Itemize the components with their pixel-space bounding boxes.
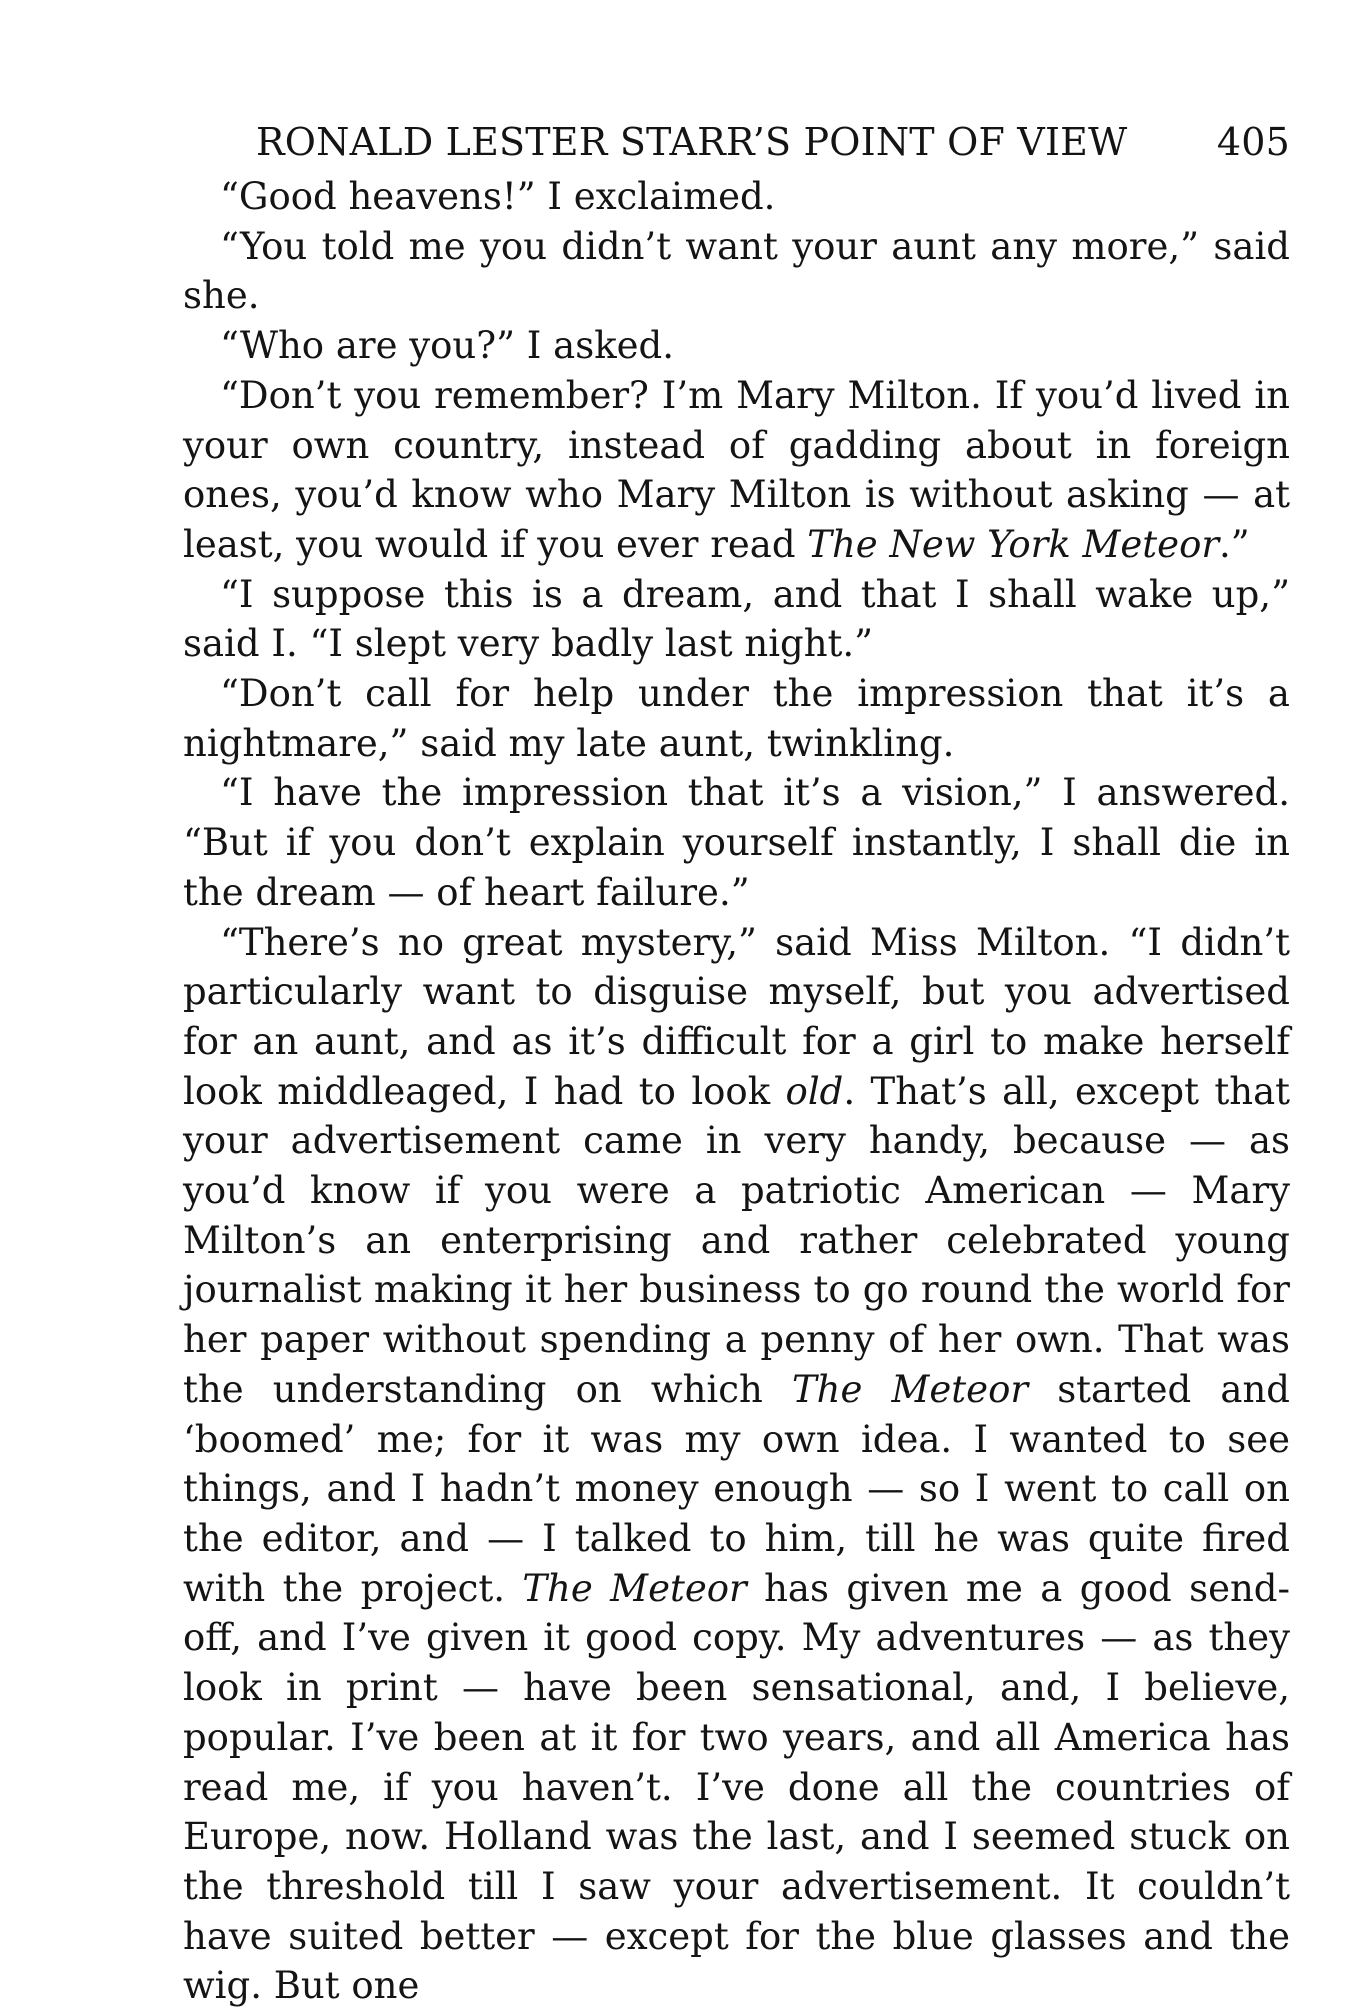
paragraph: “Don’t call for help under the impression that it’s a nightmare,” said my late aunt, twinkling. [183, 672, 1290, 765]
paragraph: “Who are you?” I asked. [220, 324, 674, 368]
paragraph-text: started and ‘boomed’ me; for it was my own idea. I wanted to see things, and I hadn’t money enough — so I went to call on the editor, and — I talked to him, till he was quite fired with the project. [183, 1367, 1290, 1610]
paragraph-text: has given me a good send-off, and I’ve given it good copy. My adventures — as they look in print — have been sensational, and, I believe, popular. I’ve been at it for two years, and all America has read me, if you haven’t. I’ve done all the countries of Europe, now. Holland was the last, and I seemed stuck on the threshold till I saw your advertisement. It couldn’t have suited better — except for the blue glasses and the wig. But one [183, 1566, 1290, 2008]
paragraph-text: “Don’t you remember? I’m Mary Milton. If you’d lived in your own country, instead of gadding about in foreign ones, you’d know who Mary Milton is without asking — at least, you would if you ever read [183, 373, 1290, 566]
running-title: RONALD LESTER STARR’S POINT OF VIEW [256, 120, 1128, 164]
running-head [256, 112, 1290, 172]
paragraph: “I suppose this is a dream, and that I shall wake up,” said I. “I slept very badly last night.” [183, 572, 1290, 666]
paragraph: “You told me you didn’t want your aunt any more,” said she. [183, 224, 1290, 318]
paragraph [183, 371, 1290, 570]
paragraph-text: .” [1219, 522, 1250, 566]
emphasis-italic: old [785, 1069, 844, 1113]
paragraph-text: “There’s no great mystery,” said Miss Milton. “I didn’t particularly want to disguise myself, but you advertised for an aunt, and as it’s difficult for a girl to make herself look middleaged, I had to look [183, 920, 1290, 1113]
newspaper-title-italic: The Meteor [522, 1566, 747, 1610]
paragraph: “I have the impression that it’s a vision,” I answered. “But if you don’t explain yourself instantly, I shall die in the dream — of heart failure.” [183, 771, 1290, 914]
paragraph: “Good heavens!” I exclaimed. [220, 175, 776, 218]
page-number: 405 [1216, 120, 1290, 164]
newspaper-title-italic: The New York Meteor [807, 522, 1220, 566]
paragraph [183, 918, 1290, 2011]
paragraph-text: . That’s all, except that your advertisement came in very handy, because — as you’d know if you were a patriotic American — Mary Milton’s an enterprising and rather celebrated young journalist making it her business to go round the world for her paper without spending a penny of her own. That was the understanding on which [183, 1069, 1290, 1411]
newspaper-title-italic: The Meteor [791, 1367, 1029, 1411]
body-text [183, 172, 1290, 2011]
